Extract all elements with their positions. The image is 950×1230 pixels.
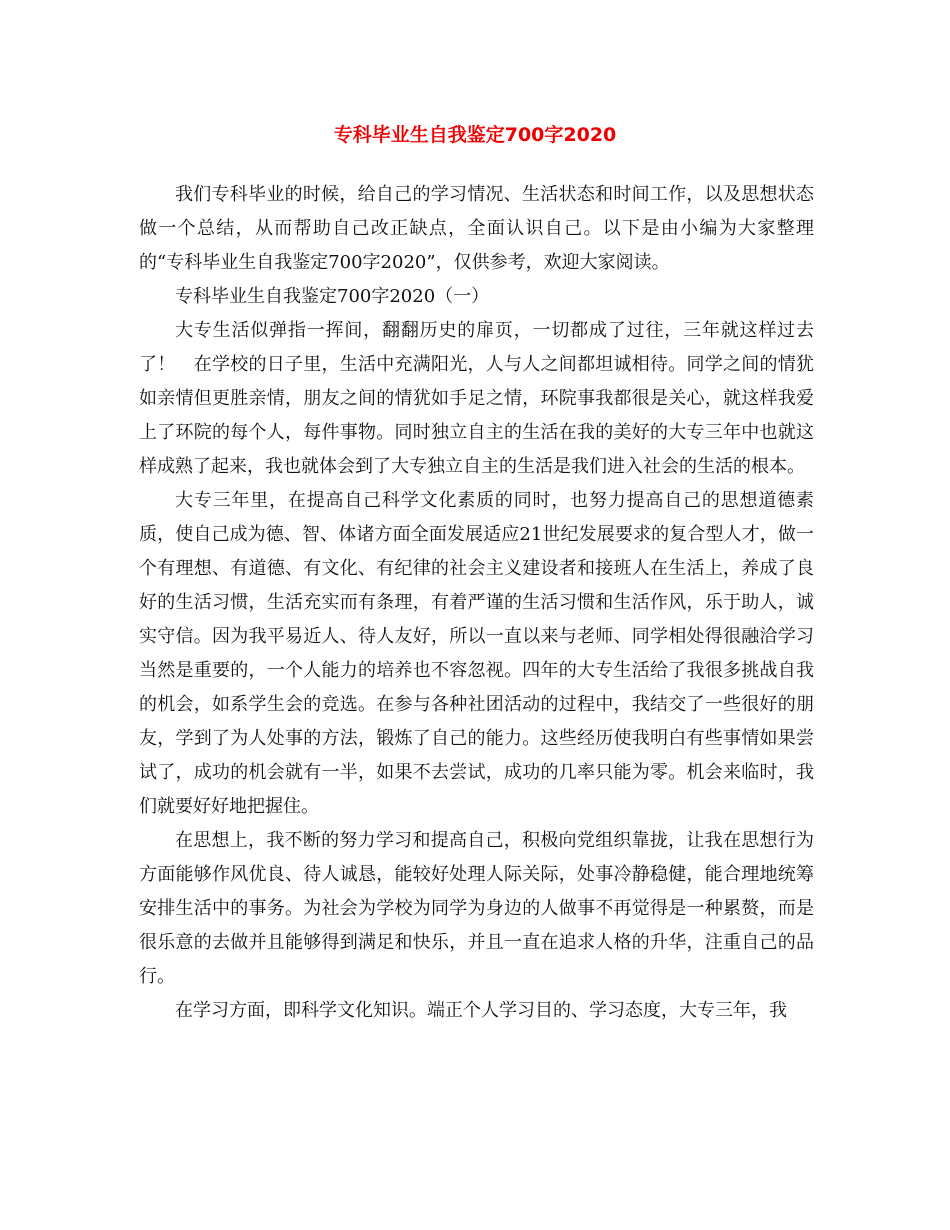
body-paragraph-2: 大专三年里，在提高自己科学文化素质的同时，也努力提高自己的思想道德素质，使自己成为德、智、体诸方面全面发展适应21世纪发展要求的复合型人才，做一个有理想、有道德、有文化、有纪律的社会主义建设者和接班人在生活上，养成了良好的生活习惯，生活充实而有条理，有着严谨的生活习惯和生活作风，乐于助人，诚实守信。因为我平易近人、待人友好，所以一直以来与老师、同学相处得很融洽学习当然是重要的，一个人能力的培养也不容忽视。四年的大专生活给了我很多挑战自我的机会，如系学生会的竞选。在参与各种社团活动的过程中，我结交了一些很好的朋友，学到了为人处事的方法，锻炼了自己的能力。这些经历使我明白有些事情如果尝试了，成功的机会就有一半，如果不去尝试，成功的几率只能为零。机会来临时，我们就要好好地把握住。 bbox=[139, 490, 814, 817]
document-body bbox=[139, 178, 814, 1028]
body-paragraph-3: 在思想上，我不断的努力学习和提高自己，积极向党组织靠拢，让我在思想行为方面能够作风优良、待人诚恳，能较好处理人际关际，处事冷静稳健，能合理地统筹安排生活中的事务。为社会为学校为同学为身边的人做事不再觉得是一种累赘，而是很乐意的去做并且能够得到满足和快乐，并且一直在追求人格的升华，注重自己的品行。 bbox=[139, 830, 814, 987]
body-paragraph-1: 大专生活似弹指一挥间，翻翻历史的扉页，一切都成了过往，三年就这样过去了！ 在学校的日子里，生活中充满阳光，人与人之间都坦诚相待。同学之间的情犹如亲情但更胜亲情，朋友之间的情犹如手足之情，环院事我都很是关心，就这样我爱上了环院的每个人，每件事物。同时独立自主的生活在我的美好的大专三年中也就这样成熟了起来，我也就体会到了大专独立自主的生活是我们进入社会的生活的根本。 bbox=[139, 320, 814, 477]
section-heading: 专科毕业生自我鉴定700字2020（一） bbox=[175, 286, 490, 307]
body-paragraph-4: 在学习方面，即科学文化知识。端正个人学习目的、学习态度，大专三年，我 bbox=[175, 1000, 787, 1021]
document-title: 专科毕业生自我鉴定700字2020 bbox=[333, 124, 617, 146]
intro-paragraph: 我们专科毕业的时候，给自己的学习情况、生活状态和时间工作，以及思想状态做一个总结，从而帮助自己改正缺点，全面认识自己。以下是由小编为大家整理的“专科毕业生自我鉴定700字2020”，仅供参考，欢迎大家阅读。 bbox=[139, 184, 814, 273]
